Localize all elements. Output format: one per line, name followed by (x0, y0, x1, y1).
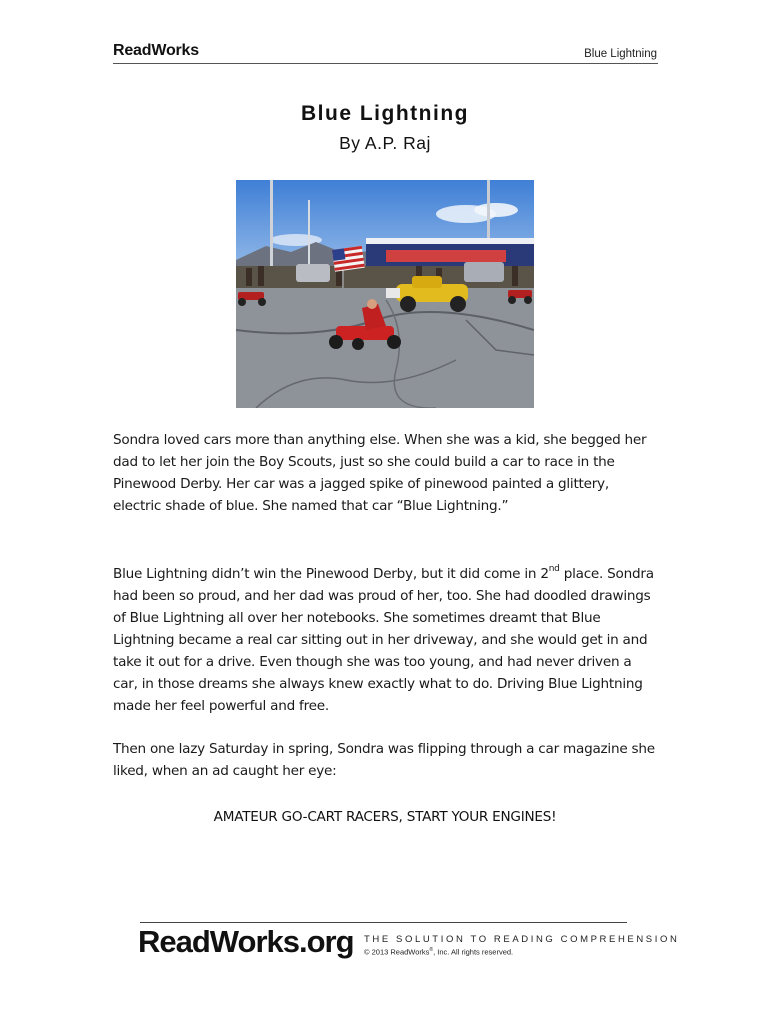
ordinal-superscript: nd (548, 564, 560, 575)
paragraph-2-end: place. Sondra had been so proud, and her dad was proud of her, too. She had doodled drawings of Blue Lightning all over her notebooks. She sometimes dreamt that Blue Lightning became a real car sitting out in her driveway, and she would get in and take it out for a drive. Even though she was too young, and had never driven a car, in those dreams she always knew exactly what to do. Driving Blue Lightning made her feel powerful and free. (113, 566, 654, 714)
footer-tagline: THE SOLUTION TO READING COMPREHENSION (364, 934, 680, 945)
footer-copyright (364, 947, 513, 957)
copyright-rest: , Inc. All rights reserved. (433, 947, 514, 957)
copyright-text: © 2013 ReadWorks (364, 947, 430, 957)
registered-mark: ® (429, 947, 434, 953)
photo-illustration (236, 180, 534, 408)
ad-headline: AMATEUR GO-CART RACERS, START YOUR ENGINES! (213, 809, 557, 825)
paragraph-3: Then one lazy Saturday in spring, Sondra was flipping through a car magazine she liked, when an ad caught her eye: (113, 741, 655, 779)
paragraph-1: Sondra loved cars more than anything else. When she was a kid, she begged her dad to let her join the Boy Scouts, just so she could build a car to race in the Pinewood Derby. Her car was a jagged spike of pinewood painted a glittery, electric shade of blue. She named that car “Blue Lightning.” (113, 432, 647, 514)
header-rule (113, 63, 658, 64)
footer-rule (140, 922, 627, 923)
paragraph-2 (113, 563, 658, 717)
readworks-org-logo: ReadWorks.org (138, 924, 354, 959)
running-title: Blue Lightning (584, 48, 657, 60)
readworks-logo: ReadWorks (113, 42, 199, 59)
go-kart-race-photo (236, 180, 534, 408)
article-title: Blue Lightning (301, 102, 469, 125)
article-byline: By A.P. Raj (339, 133, 431, 153)
paragraph-2-start: Blue Lightning didn’t win the Pinewood Derby, but it did come in 2 (113, 566, 549, 582)
